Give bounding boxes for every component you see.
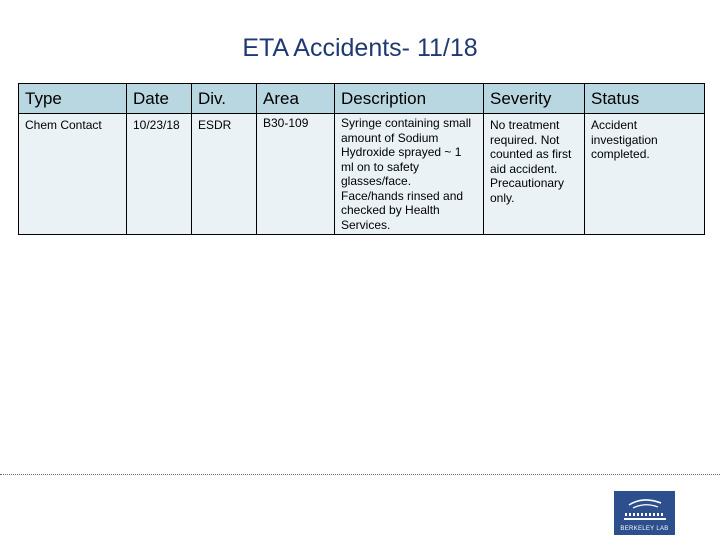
cell-division: ESDR (192, 114, 257, 235)
cell-description: Syringe containing small amount of Sodium Hydroxide sprayed ~ 1 ml on to safety glasses/face. Face/hands rinsed and checked by Health Services. (335, 114, 484, 235)
table-header-row (19, 84, 705, 114)
column-header-div: Div. (192, 84, 257, 114)
cell-area: B30-109 (257, 114, 335, 235)
accidents-table (18, 83, 705, 235)
logo-text: BERKELEY LAB (620, 526, 669, 532)
berkeley-lab-logo (614, 491, 675, 535)
column-header-description: Description (335, 84, 484, 114)
table-row (19, 114, 705, 235)
footer-divider (0, 474, 720, 475)
column-header-area: Area (257, 84, 335, 114)
column-header-severity: Severity (484, 84, 585, 114)
berkeley-lab-logo-icon (621, 495, 669, 525)
column-header-type: Type (19, 84, 127, 114)
cell-date: 10/23/18 (127, 114, 192, 235)
cell-severity: No treatment required. Not counted as first aid accident. Precautionary only. (484, 114, 585, 235)
column-header-status: Status (585, 84, 705, 114)
cell-type: Chem Contact (19, 114, 127, 235)
cell-status: Accident investigation completed. (585, 114, 705, 235)
page-title: ETA Accidents- 11/18 (242, 34, 478, 62)
column-header-date: Date (127, 84, 192, 114)
